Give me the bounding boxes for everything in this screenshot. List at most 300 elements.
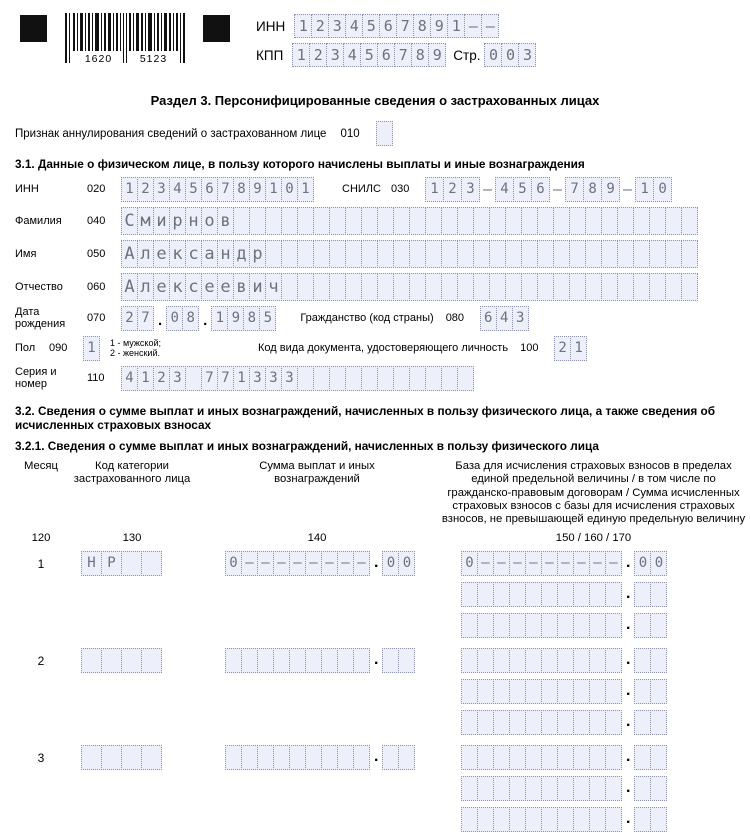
- section32-heading: 3.2. Сведения о сумме выплат и иных вознаграждений, начисленных в пользу физического лица, а также сведения об исчисленных страховых взносах: [15, 403, 716, 433]
- form-cell: [573, 679, 590, 704]
- form-cell: [337, 745, 354, 770]
- form-cell: [473, 240, 490, 268]
- form-cell: [493, 613, 510, 638]
- form-cell: [573, 613, 590, 638]
- form-cell: и: [153, 207, 170, 235]
- citizenship-code: 080: [445, 312, 465, 325]
- decimal-dot: .: [626, 682, 631, 700]
- serial-label: Серия и номер: [15, 366, 57, 391]
- form-cell: а: [201, 240, 218, 268]
- decimal-dot: .: [626, 651, 631, 669]
- form-cell: [289, 745, 306, 770]
- base-150-input[interactable]: [461, 745, 622, 770]
- form-cell: [605, 613, 622, 638]
- category-code-input[interactable]: [81, 551, 197, 576]
- sum-140-kopecks-input[interactable]: [382, 551, 415, 576]
- form-cell: [185, 366, 202, 391]
- form-cell: [321, 745, 338, 770]
- form-cell: [461, 745, 478, 770]
- form-cell: [605, 582, 622, 607]
- form-cell: [525, 613, 542, 638]
- form-cell: [329, 240, 346, 268]
- form-cell: [505, 273, 522, 301]
- decimal-dot: .: [626, 585, 631, 603]
- form-cell: [257, 745, 274, 770]
- form-cell: [509, 613, 526, 638]
- gender-legend-female: 2 - женский.: [110, 348, 160, 359]
- col-header-month: Месяц: [23, 459, 59, 472]
- col-code-base: 150 / 160 / 170: [555, 531, 632, 544]
- barcode: [65, 13, 187, 63]
- form-cell: 4: [345, 14, 363, 38]
- form-cell: 1: [292, 43, 310, 67]
- form-cell: е: [153, 273, 170, 301]
- form-cell: [409, 273, 426, 301]
- section321-heading: 3.2.1. Сведения о сумме выплат и иных вознаграждений, начисленных в пользу физического лица: [15, 439, 599, 454]
- form-cell: [313, 366, 330, 391]
- form-cell: л: [137, 273, 154, 301]
- form-cell: м: [137, 207, 154, 235]
- form-cell: [477, 745, 494, 770]
- form-cell: [305, 648, 322, 673]
- form-cell: –: [241, 551, 258, 576]
- form-cell: А: [121, 240, 138, 268]
- row-firstname: [15, 240, 750, 268]
- month-group-2: [15, 648, 750, 735]
- snils-group3-input[interactable]: [565, 177, 620, 202]
- form-cell: [297, 240, 314, 268]
- form-cell: [589, 679, 606, 704]
- form-cell: [241, 745, 258, 770]
- form-cell: [477, 807, 494, 832]
- contrib-170-input[interactable]: [461, 807, 622, 832]
- barcode-digits-right: 5123: [137, 53, 170, 65]
- form-cell: 0: [501, 43, 519, 67]
- form-cell: [617, 207, 634, 235]
- form-cell: Р: [101, 551, 122, 576]
- sum-140-kopecks-input[interactable]: [382, 745, 415, 770]
- form-cell: [650, 613, 667, 638]
- form-cell: в: [233, 273, 250, 301]
- snils-separator: –: [623, 180, 633, 199]
- form-cell: ч: [265, 273, 282, 301]
- form-cell: [493, 710, 510, 735]
- form-cell: [281, 207, 298, 235]
- form-cell: 8: [233, 177, 250, 202]
- form-cell: [345, 273, 362, 301]
- form-cell: р: [169, 207, 186, 235]
- col-header-category: Код категории застрахованного лица: [73, 459, 191, 486]
- form-cell: [589, 807, 606, 832]
- form-cell: с: [185, 240, 202, 268]
- page-number-input[interactable]: [484, 43, 536, 67]
- form-cell: 9: [430, 14, 448, 38]
- col-header-sum: Сумма выплат и иных вознаграждений: [259, 459, 375, 486]
- form-cell: [281, 240, 298, 268]
- form-cell: [81, 648, 102, 673]
- middlename-input[interactable]: [121, 273, 698, 301]
- form-cell: [633, 240, 650, 268]
- form-cell: [441, 207, 458, 235]
- gpd-160-kopecks-input[interactable]: [634, 679, 667, 704]
- form-cell: 4: [169, 177, 186, 202]
- form-cell: 8: [182, 306, 199, 331]
- form-cell: [493, 582, 510, 607]
- category-code-input[interactable]: [81, 648, 197, 673]
- form-cell: [521, 207, 538, 235]
- form-cell: е: [217, 273, 234, 301]
- month-number: 3: [37, 750, 45, 765]
- form-cell: и: [249, 273, 266, 301]
- lastname-input[interactable]: [121, 207, 698, 235]
- form-cell: [345, 207, 362, 235]
- form-cell: [537, 273, 554, 301]
- form-cell: [477, 710, 494, 735]
- form-cell: 4: [495, 177, 514, 202]
- form-cell: 0: [634, 551, 651, 576]
- snils-group2-input[interactable]: [495, 177, 550, 202]
- sum-140-input[interactable]: [225, 648, 370, 673]
- form-cell: [361, 240, 378, 268]
- month-group-1: [15, 551, 750, 638]
- inn-field-code: 020: [87, 183, 106, 196]
- form-cell: [393, 207, 410, 235]
- snils-group4-input[interactable]: [635, 177, 672, 202]
- decimal-dot: .: [626, 554, 631, 572]
- form-cell: [557, 582, 574, 607]
- form-cell: [393, 273, 410, 301]
- form-cell: [650, 745, 667, 770]
- decimal-dot: .: [374, 748, 379, 766]
- form-cell: е: [153, 240, 170, 268]
- form-cell: –: [477, 551, 494, 576]
- doc-kind-code: 100: [520, 342, 539, 355]
- form-cell: [649, 240, 666, 268]
- form-cell: [249, 207, 266, 235]
- form-cell: 1: [635, 177, 654, 202]
- contrib-170-kopecks-input[interactable]: [634, 613, 667, 638]
- form-cell: [634, 648, 651, 673]
- form-cell: [521, 240, 538, 268]
- form-cell: 9: [249, 177, 266, 202]
- form-cell: [525, 807, 542, 832]
- decimal-dot: .: [374, 651, 379, 669]
- inn-top-row: [256, 14, 536, 38]
- form-cell: 7: [201, 366, 218, 391]
- form-cell: [541, 776, 558, 801]
- form-cell: [525, 776, 542, 801]
- form-cell: [398, 648, 415, 673]
- form-cell: [489, 240, 506, 268]
- gender-code: 090: [49, 342, 68, 355]
- form-cell: 7: [217, 366, 234, 391]
- form-cell: [398, 745, 415, 770]
- form-cell: 7: [394, 43, 412, 67]
- base-150-kopecks-input[interactable]: [634, 551, 667, 576]
- form-cell: [573, 776, 590, 801]
- form-cell: [665, 240, 682, 268]
- row-serial: [15, 366, 750, 391]
- form-cell: [377, 240, 394, 268]
- form-cell: [461, 679, 478, 704]
- form-cell: [557, 776, 574, 801]
- form-cell: [541, 745, 558, 770]
- form-cell: 2: [554, 336, 571, 361]
- form-cell: [425, 207, 442, 235]
- form-cell: [573, 807, 590, 832]
- form-cell: 3: [512, 306, 529, 331]
- form-cell: [541, 679, 558, 704]
- form-cell: 1: [447, 14, 465, 38]
- form-cell: [361, 273, 378, 301]
- form-cell: [493, 648, 510, 673]
- form-cell: 0: [484, 43, 502, 67]
- form-cell: [537, 240, 554, 268]
- gender-input[interactable]: [83, 336, 100, 361]
- gpd-160-input[interactable]: [461, 776, 622, 801]
- form-cell: [377, 207, 394, 235]
- row-gender-doc: [15, 336, 750, 361]
- form-cell: [345, 240, 362, 268]
- gender-legend-male: 1 - мужской;: [110, 337, 161, 348]
- registration-mark-left: [20, 15, 47, 42]
- form-cell: [457, 207, 474, 235]
- form-cell: [337, 648, 354, 673]
- form-cell: [665, 207, 682, 235]
- decimal-dot: .: [374, 554, 379, 572]
- form-cell: –: [525, 551, 542, 576]
- form-cell: е: [201, 273, 218, 301]
- form-cell: [605, 776, 622, 801]
- form-cell: [509, 679, 526, 704]
- form-cell: [633, 207, 650, 235]
- form-cell: 7: [137, 306, 154, 331]
- form-cell: 6: [201, 177, 218, 202]
- gpd-160-input[interactable]: [461, 582, 622, 607]
- birthdate-label: Дата рождения: [15, 306, 66, 331]
- form-cell: [509, 582, 526, 607]
- form-cell: –: [481, 14, 499, 38]
- col-code-month: 120: [31, 531, 51, 544]
- form-cell: [505, 207, 522, 235]
- category-code-input[interactable]: [81, 745, 197, 770]
- form-cell: в: [217, 207, 234, 235]
- form-cell: [650, 648, 667, 673]
- birthdate-year-input[interactable]: [211, 306, 276, 331]
- middlename-label: Отчество: [15, 280, 63, 293]
- form-cell: 3: [518, 43, 536, 67]
- form-cell: [313, 207, 330, 235]
- form-cell: [233, 207, 250, 235]
- contrib-170-input[interactable]: [461, 710, 622, 735]
- row-birthdate-citizenship: [15, 306, 750, 331]
- row-middlename: [15, 273, 750, 301]
- gpd-160-kopecks-input[interactable]: [634, 582, 667, 607]
- base-150-input[interactable]: [461, 648, 622, 673]
- form-cell: [376, 121, 393, 146]
- form-cell: [425, 366, 442, 391]
- form-cell: [457, 366, 474, 391]
- form-cell: 3: [328, 14, 346, 38]
- snils-separator: –: [482, 180, 492, 199]
- gpd-160-kopecks-input[interactable]: [634, 776, 667, 801]
- form-cell: [569, 273, 586, 301]
- form-cell: д: [233, 240, 250, 268]
- form-cell: 5: [259, 306, 276, 331]
- form-cell: [297, 273, 314, 301]
- birthdate-month-input[interactable]: [166, 306, 199, 331]
- snils-field-label: СНИЛС: [342, 183, 381, 196]
- form-cell: 2: [153, 366, 170, 391]
- citizenship-input[interactable]: [480, 306, 529, 331]
- form-cell: Н: [81, 551, 102, 576]
- kpp-top-input[interactable]: [292, 43, 446, 67]
- firstname-label: Имя: [15, 247, 37, 260]
- doc-kind-label: Код вида документа, удостоверяющего личность: [258, 342, 509, 355]
- form-cell: [525, 582, 542, 607]
- form-cell: [573, 582, 590, 607]
- sum-140-input[interactable]: [225, 551, 370, 576]
- form-cell: 0: [398, 551, 415, 576]
- form-cell: [557, 745, 574, 770]
- birthdate-day-input[interactable]: [121, 306, 154, 331]
- middlename-code: 060: [87, 280, 106, 293]
- form-cell: [633, 273, 650, 301]
- form-cell: н: [217, 240, 234, 268]
- firstname-code: 050: [87, 247, 106, 260]
- form-cell: [589, 745, 606, 770]
- form-cell: 1: [570, 336, 587, 361]
- form-cell: [425, 240, 442, 268]
- form-cell: 5: [362, 14, 380, 38]
- form-cell: [121, 648, 142, 673]
- form-cell: С: [121, 207, 138, 235]
- month-number: 2: [37, 653, 45, 668]
- snils-group1-input[interactable]: [425, 177, 480, 202]
- gender-label: Пол: [15, 342, 36, 355]
- contrib-170-kopecks-input[interactable]: [634, 807, 667, 832]
- form-cell: [377, 273, 394, 301]
- form-cell: [313, 273, 330, 301]
- annulment-input[interactable]: [376, 121, 393, 146]
- form-cell: 2: [137, 177, 154, 202]
- serial-input[interactable]: [121, 366, 474, 391]
- form-cell: [457, 240, 474, 268]
- barcode-digits-left: 1620: [82, 53, 115, 65]
- form-cell: [634, 710, 651, 735]
- annulment-row: [15, 121, 750, 146]
- form-cell: [585, 240, 602, 268]
- form-cell: –: [305, 551, 322, 576]
- form-cell: [461, 613, 478, 638]
- form-cell: 1: [297, 177, 314, 202]
- form-cell: 1: [425, 177, 444, 202]
- form-cell: [265, 207, 282, 235]
- base-150-input[interactable]: [461, 551, 622, 576]
- form-cell: 7: [396, 14, 414, 38]
- form-cell: [409, 366, 426, 391]
- form-cell: [665, 273, 682, 301]
- doc-kind-input[interactable]: [554, 336, 587, 361]
- form-cell: р: [249, 240, 266, 268]
- form-cell: [634, 745, 651, 770]
- form-cell: о: [201, 207, 218, 235]
- form-cell: [493, 679, 510, 704]
- snils-separator: –: [553, 180, 563, 199]
- form-cell: [605, 745, 622, 770]
- form-cell: [589, 648, 606, 673]
- form-cell: [617, 273, 634, 301]
- form-cell: [601, 273, 618, 301]
- form-cell: [634, 807, 651, 832]
- form-cell: 0: [281, 177, 298, 202]
- inn-top-input[interactable]: [294, 14, 499, 38]
- firstname-input[interactable]: [121, 240, 698, 268]
- form-cell: [321, 648, 338, 673]
- annulment-code: 010: [340, 127, 360, 140]
- registration-mark-right: [203, 15, 230, 42]
- form-cell: [441, 240, 458, 268]
- form-cell: –: [541, 551, 558, 576]
- form-cell: 8: [583, 177, 602, 202]
- form-cell: [650, 582, 667, 607]
- form-cell: [377, 366, 394, 391]
- sum-140-input[interactable]: [225, 745, 370, 770]
- form-cell: [553, 240, 570, 268]
- form-cell: 4: [343, 43, 361, 67]
- form-cell: [585, 207, 602, 235]
- form-cell: [121, 745, 142, 770]
- contrib-170-kopecks-input[interactable]: [634, 710, 667, 735]
- form-cell: [634, 776, 651, 801]
- date-separator: .: [203, 311, 208, 329]
- form-cell: [141, 648, 162, 673]
- barcode-digits: [71, 53, 181, 65]
- form-cell: [461, 710, 478, 735]
- form-cell: 3: [169, 366, 186, 391]
- form-cell: [225, 745, 242, 770]
- form-cell: [509, 710, 526, 735]
- form-cell: [273, 745, 290, 770]
- form-cell: [634, 679, 651, 704]
- contrib-170-input[interactable]: [461, 613, 622, 638]
- form-cell: [557, 679, 574, 704]
- form-cell: [441, 273, 458, 301]
- base-150-kopecks-input[interactable]: [634, 745, 667, 770]
- form-cell: [589, 710, 606, 735]
- form-cell: [569, 240, 586, 268]
- form-cell: –: [573, 551, 590, 576]
- form-cell: [589, 613, 606, 638]
- form-cell: [329, 366, 346, 391]
- form-cell: [573, 745, 590, 770]
- form-cell: 4: [121, 366, 138, 391]
- form-cell: [297, 207, 314, 235]
- gpd-160-input[interactable]: [461, 679, 622, 704]
- form-cell: [569, 207, 586, 235]
- form-cell: [681, 240, 698, 268]
- lastname-label: Фамилия: [15, 214, 62, 227]
- form-cell: [329, 273, 346, 301]
- base-150-kopecks-input[interactable]: [634, 648, 667, 673]
- form-cell: [361, 207, 378, 235]
- form-cell: [553, 207, 570, 235]
- form-cell: 0: [166, 306, 183, 331]
- form-cell: [473, 273, 490, 301]
- form-cell: к: [169, 273, 186, 301]
- sum-140-kopecks-input[interactable]: [382, 648, 415, 673]
- inn-field-input[interactable]: [121, 177, 314, 202]
